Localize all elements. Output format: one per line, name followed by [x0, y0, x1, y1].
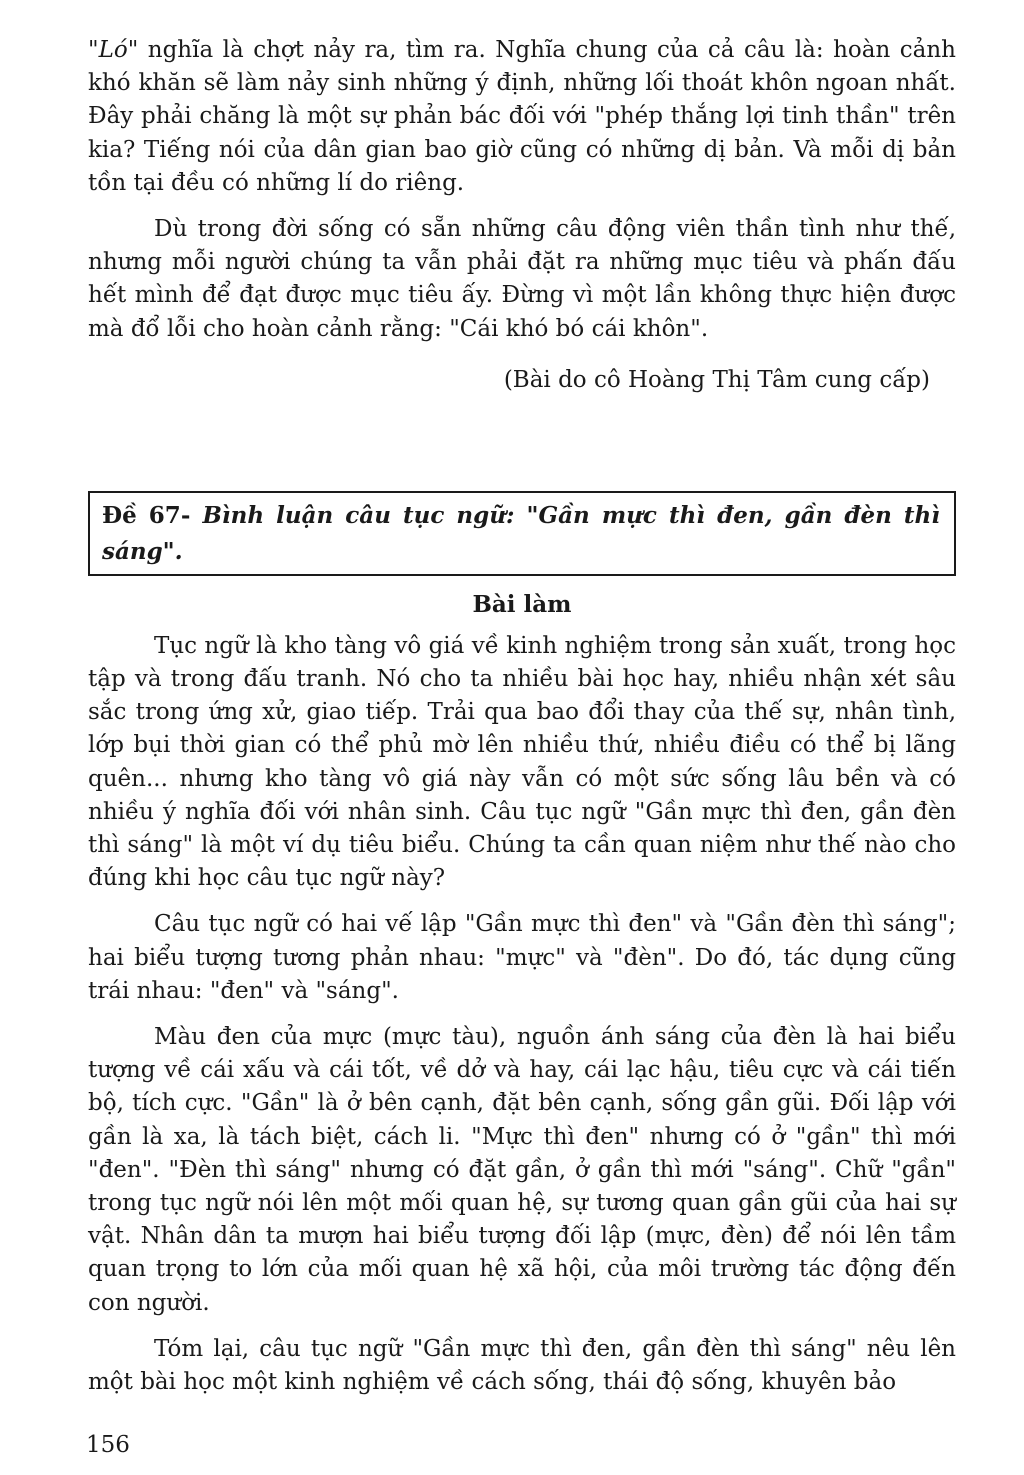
page-number: 156	[86, 1432, 130, 1458]
intro-paragraph-1: "Ló" nghĩa là chợt nảy ra, tìm ra. Nghĩa chung của cả câu là: hoàn cảnh khó khăn sẽ làm nảy sinh những ý định, những lối thoát khôn ngoan nhất. Đây phải chăng là một sự phản bác đối với "phép thắng lợi tinh thần" trên kia? Tiếng nói của dân gian bao giờ cũng có những dị bản. Và mỗi dị bản tồn tại đều có những lí do riêng.	[88, 37, 956, 196]
source-citation: (Bài do cô Hoàng Thị Tâm cung cấp)	[503, 366, 930, 393]
section-heading: Bài làm	[472, 590, 572, 618]
intro-paragraph-2: Dù trong đời sống có sẵn những câu động viên thần tình như thế, nhưng mỗi người chúng ta vẫn phải đặt ra những mục tiêu và phấn đấu hết mình để đạt được mục tiêu ấy. Đừng vì một lần không thực hiện được mà đổ lỗi cho hoàn cảnh rằng: "Cái khó bó cái khôn".	[88, 216, 956, 342]
body-paragraph-2: Câu tục ngữ có hai vế lập "Gần mực thì đen" và "Gần đèn thì sáng"; hai biểu tượng tương phản nhau: "mực" và "đèn". Do đó, tác dụng cũng trái nhau: "đen" và "sáng".	[88, 911, 956, 1004]
topic-label: Đề 67-	[102, 501, 191, 529]
topic-box	[88, 491, 956, 576]
body-paragraph-3: Màu đen của mực (mực tàu), nguồn ánh sáng của đèn là hai biểu tượng về cái xấu và cái tốt, về dở và hay, cái lạc hậu, tiêu cực và cái tiến bộ, tích cực. "Gần" là ở bên cạnh, đặt bên cạnh, sống gần gũi. Đối lập với gần là xa, là tách biệt, cách li. "Mực thì đen" nhưng có ở "gần" thì mới "đen". "Đèn thì sáng" nhưng có đặt gần, ở gần thì mới "sáng". Chữ "gần" trong tục ngữ nói lên một mối quan hệ, sự tương quan gần gũi của hai sự vật. Nhân dân ta mượn hai biểu tượng đối lập (mực, đèn) để nói lên tầm quan trọng to lớn của mối quan hệ xã hội, của môi trường tác động đến con người.	[88, 1024, 956, 1316]
italic-word-lo: Ló	[98, 37, 128, 63]
topic-title: Bình luận câu tục ngữ: "Gần mực thì đen, gần đèn thì sáng".	[102, 501, 941, 565]
body-paragraph-1: Tục ngữ là kho tàng vô giá về kinh nghiệm trong sản xuất, trong học tập và trong đấu tranh. Nó cho ta nhiều bài học hay, nhiều nhận xét sâu sắc trong ứng xử, giao tiếp. Trải qua bao đổi thay của thế sự, nhân tình, lớp bụi thời gian có thể phủ mờ lên nhiều thứ, nhiều điều có thể bị lãng quên... nhưng kho tàng vô giá này vẫn có một sức sống lâu bền và có nhiều ý nghĩa đối với nhân sinh. Câu tục ngữ "Gần mực thì đen, gần đèn thì sáng" là một ví dụ tiêu biểu. Chúng ta cần quan niệm như thế nào cho đúng khi học câu tục ngữ này?	[88, 632, 956, 892]
body-paragraph-4: Tóm lại, câu tục ngữ "Gần mực thì đen, gần đèn thì sáng" nêu lên một bài học một kinh nghiệm về cách sống, thái độ sống, khuyên bảo	[88, 1335, 956, 1396]
page-content	[88, 34, 956, 1399]
intro-paragraph-1-text: " nghĩa là chợt nảy ra, tìm ra. Nghĩa chung của cả câu là: hoàn cảnh khó khăn sẽ làm nảy sinh những ý định, những lối thoát khôn ngoan nhất. Đây phải chăng là một sự phản bác đối với "phép thắng lợi tinh thần" trên kia? Tiếng nói của dân gian bao giờ cũng có những dị bản. Và mỗi dị bản tồn tại đều có những lí do riêng.	[88, 37, 956, 196]
